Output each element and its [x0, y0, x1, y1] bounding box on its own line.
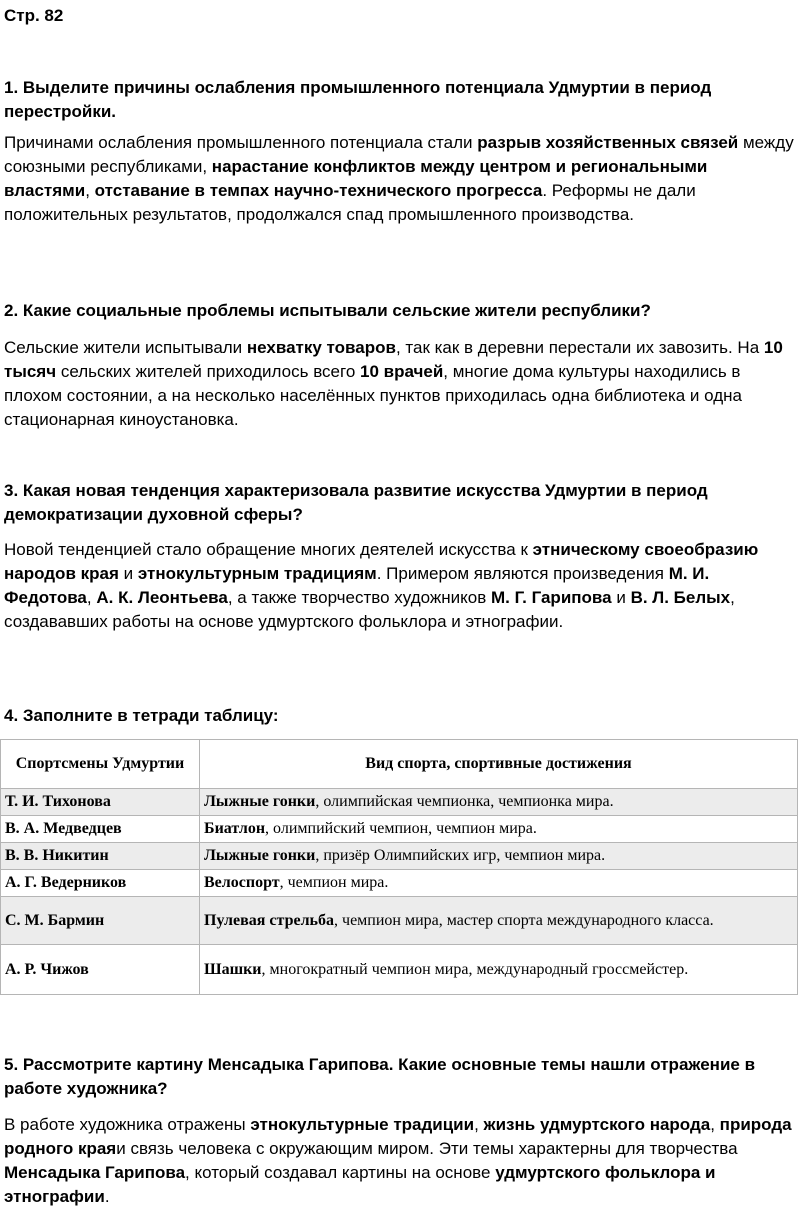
answer-5	[4, 1113, 796, 1209]
bold-text: А. К. Леонтьева	[96, 588, 228, 607]
text-run: и	[118, 564, 138, 583]
bold-text: отставание в темпах научно-технического прогресса	[94, 181, 543, 200]
text-run: Новой тенденцией стало обращение многих деятелей искусства к	[4, 540, 533, 559]
sport-achievement-cell	[200, 870, 798, 897]
sport-type: Лыжные гонки	[204, 847, 316, 864]
bold-text: природа родного края	[4, 1115, 792, 1158]
sport-type: Шашки	[204, 960, 262, 978]
question-3: 3. Какая новая тенденция характеризовала развитие искусства Удмуртии в период демократизации духовной сферы?	[4, 481, 708, 524]
text-run: ,	[710, 1115, 720, 1134]
text-run: и	[611, 588, 631, 607]
table-row	[1, 816, 798, 843]
bold-text: этническому своеобразию народов края	[4, 540, 759, 583]
sport-type: Велоспорт	[204, 874, 280, 891]
text-run: между союзными республиками,	[4, 133, 794, 176]
bold-text: 10 врачей	[360, 362, 444, 381]
bold-text: этнокультурным традициям	[137, 564, 377, 583]
athlete-name-cell: В. В. Никитин	[1, 843, 200, 870]
athlete-name-cell: В. А. Медведцев	[1, 816, 200, 843]
text-run: , так как в деревни перестали их завозить. На	[395, 338, 764, 357]
sport-achievement-cell	[200, 843, 798, 870]
text-run: , многие дома культуры находились в плохом состоянии, а на несколько населённых пунктов приходилась одна библиотека и одна стационарная киноустановка.	[4, 362, 742, 429]
table-row	[1, 789, 798, 816]
text-run: ,	[85, 181, 95, 200]
bold-text: В. Л. Белых	[630, 588, 731, 607]
table-row	[1, 843, 798, 870]
question-4: 4. Заполните в тетради таблицу:	[4, 706, 279, 725]
bold-text: жизнь удмуртского народа	[483, 1115, 711, 1134]
sport-type: Биатлон	[204, 820, 266, 837]
text-run: Причинами ослабления промышленного потенциала стали	[4, 133, 478, 152]
sport-achievement-cell	[200, 816, 798, 843]
page-label: Стр. 82	[4, 6, 64, 25]
sport-type: Пулевая стрельба	[204, 911, 335, 929]
table-row	[1, 897, 798, 945]
table-header-athletes: Спортсмены Удмуртии	[1, 740, 200, 789]
text-run: сельских жителей приходилось всего	[56, 362, 360, 381]
answer-1	[4, 131, 796, 227]
text-run: . Реформы не дали положительных результатов, продолжался спад промышленного производства.	[4, 181, 696, 224]
answer-2	[4, 336, 796, 432]
text-run: , который создавал картины на основе	[185, 1163, 496, 1182]
question-2: 2. Какие социальные проблемы испытывали сельские жители республики?	[4, 301, 651, 320]
text-run: Сельские жители испытывали	[4, 338, 247, 357]
bold-text: М. Г. Гарипова	[491, 588, 612, 607]
athlete-name-cell: С. М. Бармин	[1, 897, 200, 945]
table-row	[1, 945, 798, 995]
achievements-text: , чемпион мира.	[279, 874, 389, 891]
sport-achievement-cell	[200, 897, 798, 945]
bold-text: нехватку товаров	[246, 338, 396, 357]
sport-achievement-cell	[200, 945, 798, 995]
achievements-text: , чемпион мира, мастер спорта международного класса.	[334, 911, 714, 929]
athlete-name-cell: Т. И. Тихонова	[1, 789, 200, 816]
achievements-text: , многократный чемпион мира, международный гроссмейстер.	[261, 960, 689, 978]
table-header-row	[1, 740, 798, 789]
text-run: ,	[86, 588, 97, 607]
bold-text: Менсадыка Гарипова	[4, 1163, 186, 1182]
athletes-table	[0, 739, 798, 995]
text-run: В работе художника отражены	[4, 1115, 251, 1134]
achievements-text: , призёр Олимпийских игр, чемпион мира.	[315, 847, 606, 864]
achievements-text: , олимпийский чемпион, чемпион мира.	[265, 820, 537, 837]
answer-3	[4, 538, 796, 634]
achievements-text: , олимпийская чемпионка, чемпионка мира.	[315, 793, 614, 810]
bold-text: разрыв хозяйственных связей	[477, 133, 739, 152]
text-run: ,	[474, 1115, 484, 1134]
bold-text: М. И. Федотова	[4, 564, 710, 607]
text-run: и связь человека с окружающим миром. Эти темы характерны для творчества	[116, 1139, 738, 1158]
athlete-name-cell: А. Г. Ведерников	[1, 870, 200, 897]
sport-type: Лыжные гонки	[204, 793, 316, 810]
bold-text: нарастание конфликтов между центром и региональными властями	[4, 157, 708, 200]
athlete-name-cell: А. Р. Чижов	[1, 945, 200, 995]
sport-achievement-cell	[200, 789, 798, 816]
bold-text: удмуртского фольклора и этнографии	[4, 1163, 716, 1206]
text-run: .	[104, 1187, 110, 1206]
table-row	[1, 870, 798, 897]
text-run: , а также творчество художников	[227, 588, 491, 607]
table-header-sport: Вид спорта, спортивные достижения	[200, 740, 798, 789]
question-1: 1. Выделите причины ослабления промышленного потенциала Удмуртии в период перестройки.	[4, 78, 712, 121]
bold-text: этнокультурные традиции	[250, 1115, 475, 1134]
question-5: 5. Рассмотрите картину Менсадыка Гарипова. Какие основные темы нашли отражение в работе художника?	[4, 1055, 756, 1098]
table-body	[1, 789, 798, 995]
text-run: , создававших работы на основе удмуртского фольклора и этнографии.	[4, 588, 735, 631]
bold-text: 10 тысяч	[4, 338, 783, 381]
text-run: . Примером являются произведения	[376, 564, 669, 583]
